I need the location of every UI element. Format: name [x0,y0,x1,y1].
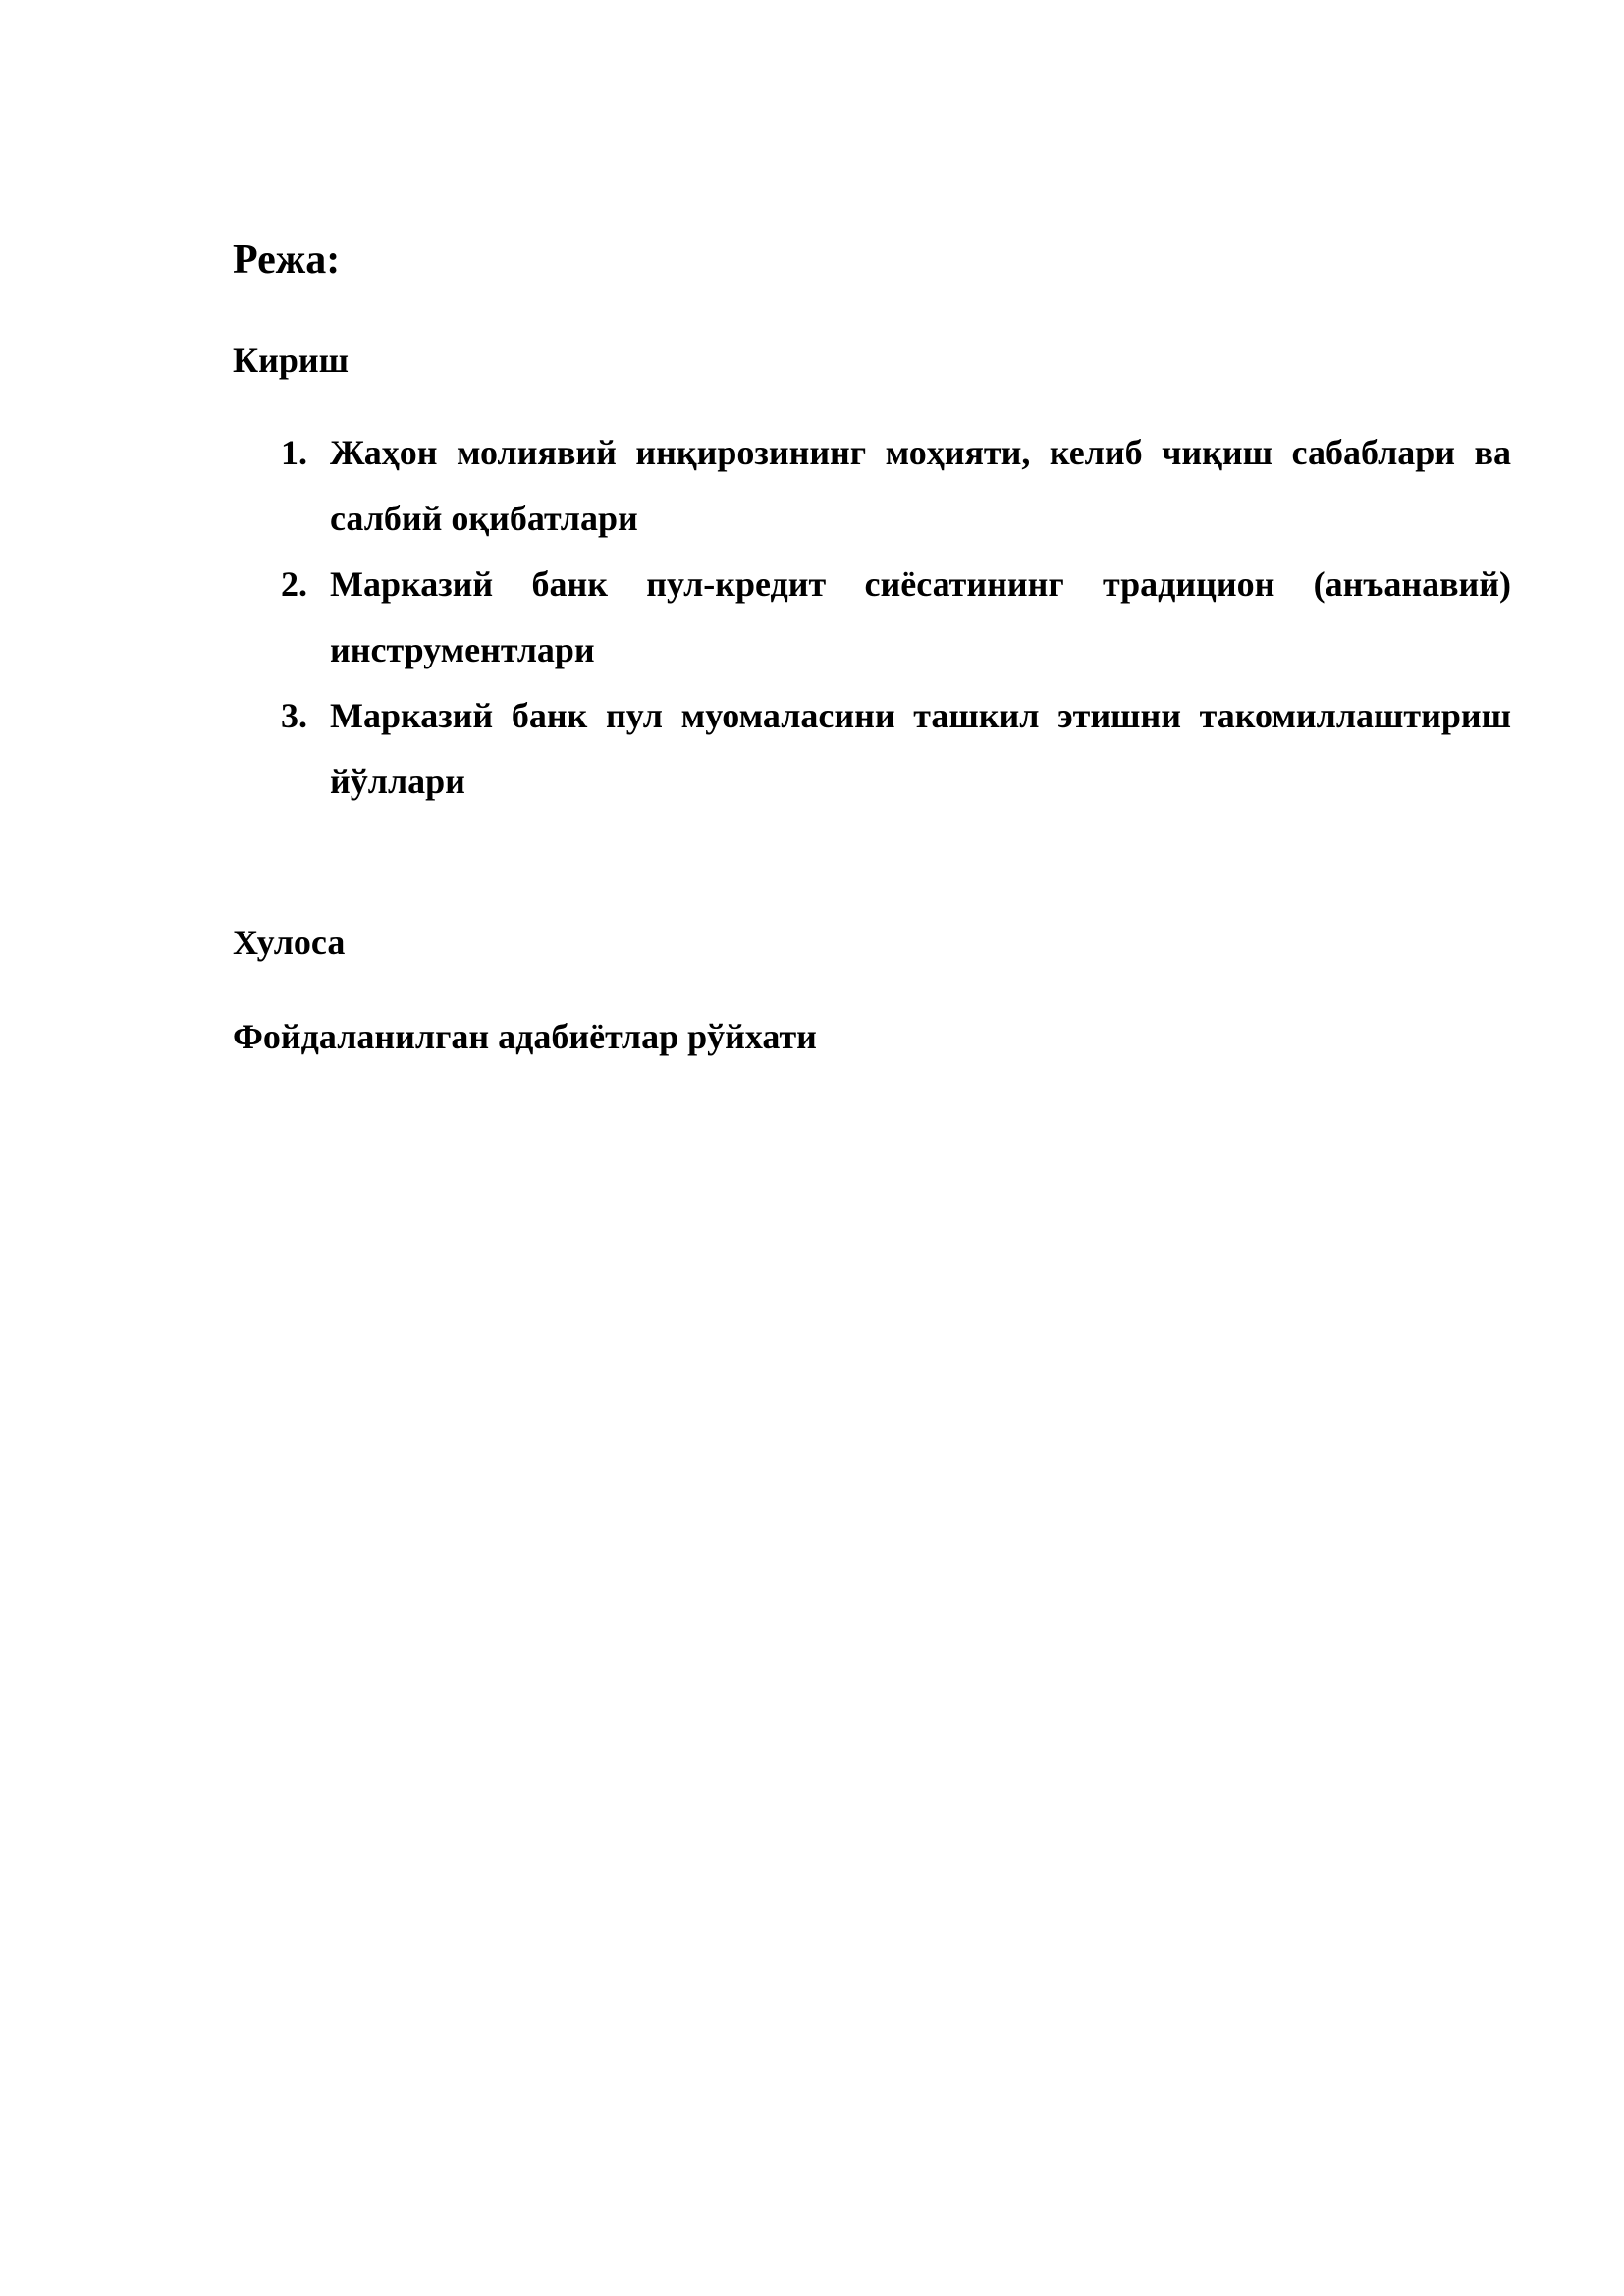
plan-list [281,420,1511,815]
list-item [281,420,1511,552]
list-item-text: Марказий банк пул-кредит сиёсатининг традицион (анъанавий) инструментлари [330,564,1511,669]
list-item-number: 3. [281,696,307,735]
list-item [281,683,1511,815]
list-item [281,552,1511,683]
list-item-number: 1. [281,433,307,472]
introduction-heading: Кириш [233,341,350,380]
list-item-number: 2. [281,564,307,604]
list-item-text: Марказий банк пул муомаласини ташкил этишни такомиллаштириш йўллари [330,696,1511,801]
conclusion-heading: Хулоса [233,923,346,962]
plan-title: Режа: [233,238,341,283]
list-item-text: Жаҳон молиявий инқирозининг моҳияти, келиб чиқиш сабаблари ва салбий оқибатлари [330,433,1511,538]
references-heading: Фойдаланилган адабиётлар рўйхати [233,1017,817,1056]
